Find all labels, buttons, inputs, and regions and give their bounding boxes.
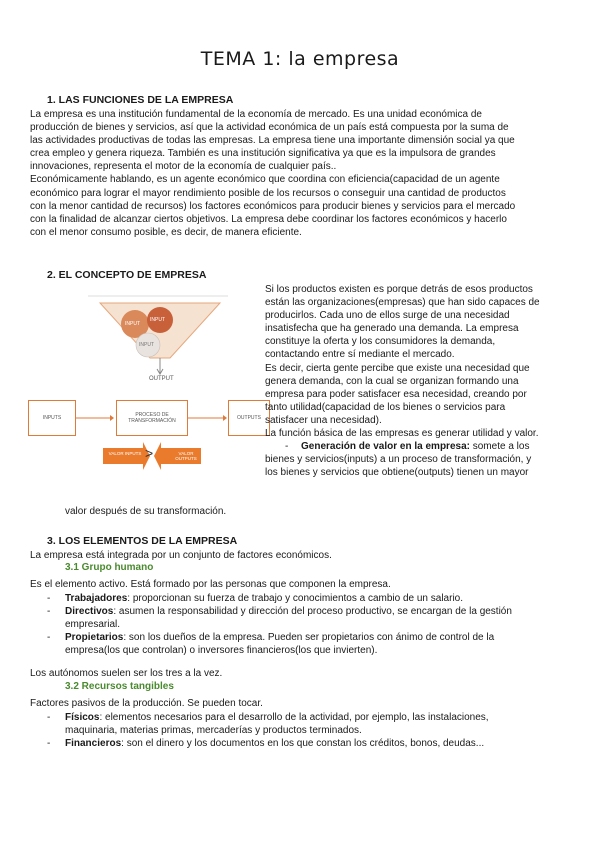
text-line: producirlos. Cada uno de ellos surge de una necesidad <box>265 310 510 322</box>
text-line: bienes y servicios(inputs) a un proceso de transformación, y <box>265 454 532 466</box>
greater-than-sign: > <box>145 445 154 461</box>
subsection-3-1-heading: 3.1 Grupo humano <box>65 562 154 573</box>
arrow-right-label: VALOR OUTPUTS <box>175 451 197 461</box>
text-line: económico para lograr el mayor rendimiento posible de los recursos o conseguir una cantidad de productos <box>30 187 506 199</box>
item-text: : elementos necesarios para el desarrollo de la actividad, por ejemplo, las instalaciones, <box>99 712 489 723</box>
text-line: insatisfecha que ha generado una demanda. La empresa <box>265 323 519 335</box>
bullet-line <box>265 440 540 453</box>
bullet-dash: - <box>47 606 51 618</box>
list-item <box>30 631 590 644</box>
outputs-box: OUTPUTS <box>228 400 270 436</box>
process-box: PROCESO DE TRANSFORMACIÓN <box>116 400 188 436</box>
text-line: Económicamente hablando, es un agente económico que coordina con eficiencia(capacidad de un agente <box>30 174 500 186</box>
text-line: genera demanda, con la cual se organizan formando una <box>265 375 519 387</box>
text-line: Es decir, cierta gente percibe que existe una necesidad que <box>265 362 530 374</box>
text-line: contactando entre sí mediante el mercado. <box>265 349 455 361</box>
subsection-3-2-heading: 3.2 Recursos tangibles <box>65 681 174 692</box>
bullet-dash: - <box>47 738 51 750</box>
item-term: Financieros <box>65 738 122 750</box>
item-term: Directivos <box>65 606 114 618</box>
item-text: : son los dueños de la empresa. Pueden ser propietarios con ánimo de control de la <box>123 632 495 644</box>
output-label: OUTPUT <box>149 376 174 382</box>
item-term: Físicos <box>65 712 100 723</box>
section-2-body <box>265 283 540 479</box>
item-text: empresa(los que controlan) o inversores financieros(los que invierten). <box>65 645 378 657</box>
text-line: innovaciones, representa el motor de la economía de cualquier país.. <box>30 161 337 173</box>
list-item-cont <box>30 644 590 657</box>
text-line: constituye la oferta y los consumidores la demanda, <box>265 336 496 348</box>
input-output-diagram <box>28 288 268 478</box>
text-line: empresa para poder satisfacer esa necesidad, creando por <box>265 388 527 400</box>
subsection-3-2-intro: Factores pasivos de la producción. Se pueden tocar. <box>30 698 263 709</box>
section-2-last-line: valor después de su transformación. <box>65 506 227 517</box>
text-line: crea empleo y genera riqueza. También es una institución significativa ya que es la impulsora de grandes <box>30 148 496 160</box>
inputs-box: INPUTS <box>28 400 76 436</box>
item-text: : son el dinero y los documentos en los que constan los créditos, bonos, deudas... <box>121 738 485 750</box>
list-item-cont <box>30 618 590 631</box>
text-line: La función básica de las empresas es generar utilidad y valor. <box>265 428 539 440</box>
bullet-text: somete a los <box>469 441 530 453</box>
list-item <box>30 711 590 724</box>
section-1-heading: 1. LAS FUNCIONES DE LA EMPRESA <box>47 94 234 106</box>
section-2-heading: 2. EL CONCEPTO DE EMPRESA <box>47 269 207 281</box>
text-line: están las organizaciones(empresas) que han sido capaces de <box>265 297 540 309</box>
subsection-3-1-intro: Es el elemento activo. Está formado por las personas que componen la empresa. <box>30 579 391 590</box>
item-term: Propietarios <box>65 632 124 644</box>
human-group-list <box>30 592 590 657</box>
bullet-dash: - <box>47 632 51 644</box>
list-item <box>30 737 590 750</box>
text-line: Si los productos existen es porque detrás de esos productos <box>265 284 533 295</box>
text-line: con la finalidad de alcanzar ciertos objetivos. La empresa debe coordinar los factores económicos y hacerlo <box>30 213 507 225</box>
text-line: con el menor consumo posible, es decir, de manera eficiente. <box>30 226 302 238</box>
text-line: las actividades productivas de todas las empresas. La empresa tiene una importante dimensión social ya que <box>30 135 515 147</box>
bullet-dash: - <box>47 593 51 604</box>
bullet-dash: - <box>47 712 51 723</box>
section-3-heading: 3. LOS ELEMENTOS DE LA EMPRESA <box>47 535 238 547</box>
text-line: satisfacer una necesidad). <box>265 414 382 426</box>
list-item <box>30 592 590 605</box>
arrow-left-label: VALOR INPUTS <box>108 451 142 456</box>
autonomos-note: Los autónomos suelen ser los tres a la vez. <box>30 668 223 679</box>
text-line: La empresa es una institución fundamental de la economía de mercado. Es una unidad económica de <box>30 109 482 120</box>
text-line: con la menor cantidad de recursos) los factores económicos para producir bienes y servicios para el mercado <box>30 200 516 212</box>
item-term: Trabajadores <box>65 593 128 604</box>
text-line: los bienes y servicios que obtiene(outputs) tienen un mayor <box>265 467 529 479</box>
text-line: tanto utilidad(capacidad de los bienes o servicios para <box>265 401 506 413</box>
item-text: : proporcionan su fuerza de trabajo y conocimientos a cambio de un salario. <box>127 593 464 604</box>
tangible-resources-list <box>30 711 590 750</box>
item-text: : asumen la responsabilidad y dirección del proceso productivo, se encargan de la gestión <box>113 606 512 618</box>
list-item <box>30 605 590 618</box>
bullet-bold-text: Generación de valor en la empresa: <box>301 441 470 453</box>
input-circle-label: INPUT <box>125 321 140 327</box>
input-circle-label: INPUT <box>150 317 165 323</box>
section-1-body <box>30 108 515 239</box>
list-item-cont <box>30 724 590 737</box>
input-circle-label: INPUT <box>139 342 154 348</box>
item-text: maquinaria, materias primas, mercaderías y productos terminados. <box>65 725 362 737</box>
bullet-dash: - <box>285 441 289 453</box>
text-line: producción de bienes y servicios, así que la actividad económica de un país está compuesta por la suma de <box>30 122 509 134</box>
section-3-intro: La empresa está integrada por un conjunto de factores económicos. <box>30 550 332 561</box>
page-title: TEMA 1: la empresa <box>200 48 400 70</box>
item-text: empresarial. <box>65 619 121 631</box>
